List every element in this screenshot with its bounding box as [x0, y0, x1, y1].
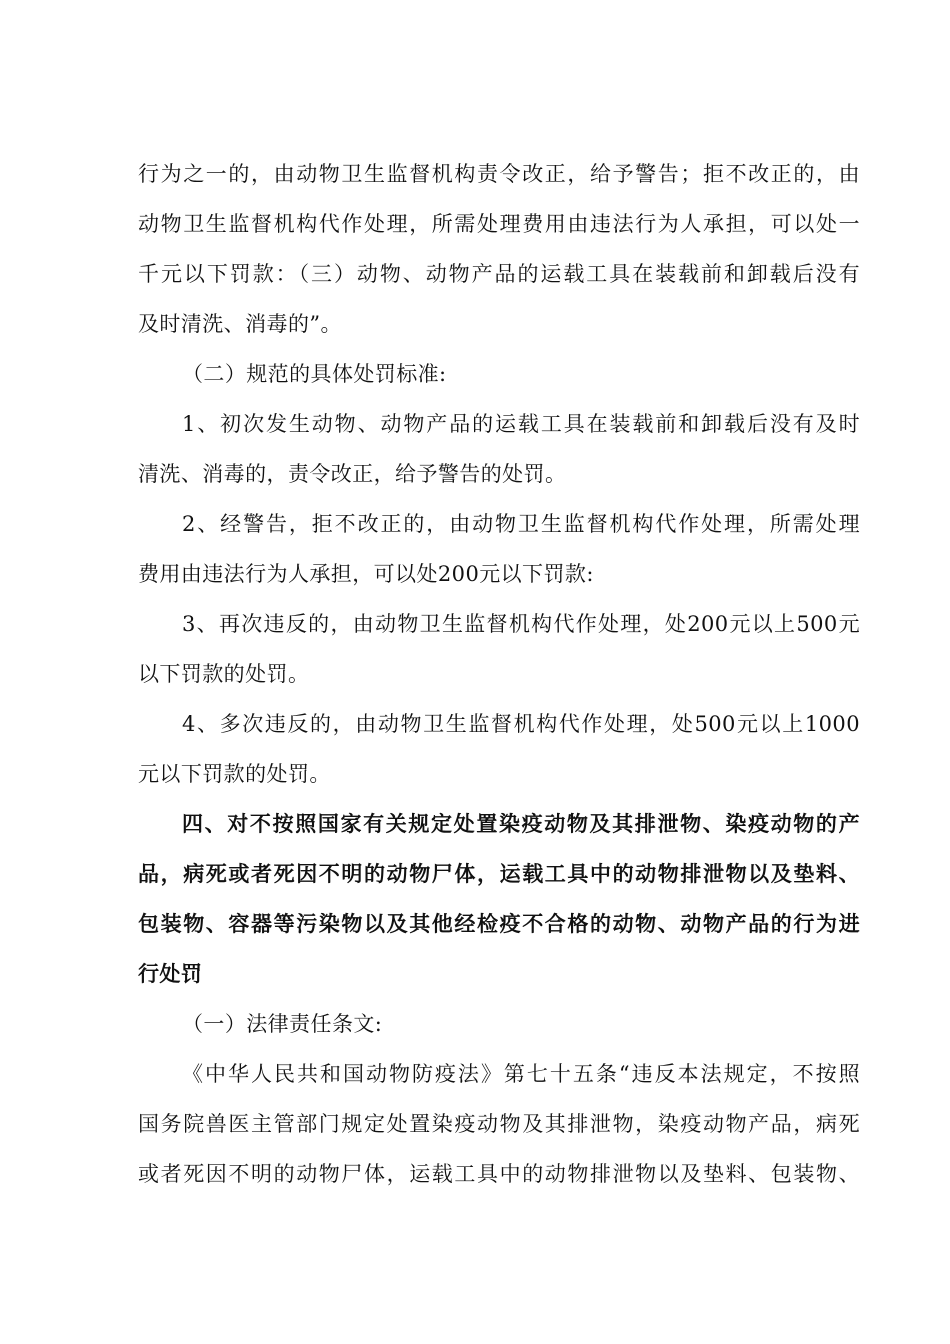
section-heading-continued: 行处罚 — [138, 961, 203, 986]
paragraph-line: 动物卫生监督机构代作处理，所需处理费用由违法行为人承担，可以处一 — [138, 212, 860, 236]
paragraph-line: 行为之一的，由动物卫生监督机构责令改正，给予警告；拒不改正的，由 — [138, 162, 860, 186]
paragraph-line: 及时清洗、消毒的”。 — [138, 312, 342, 336]
list-item-3: 3、再次违反的，由动物卫生监督机构代作处理，处200元以上500元 — [182, 612, 860, 636]
section-subheading: （一）法律责任条文: — [182, 1012, 383, 1036]
section-heading-continued: 品，病死或者死因不明的动物尸体，运载工具中的动物排泄物以及垫料、 — [138, 861, 860, 886]
section-subheading: （二）规范的具体处罚标准: — [182, 362, 447, 386]
list-item-2-continued: 费用由违法行为人承担，可以处200元以下罚款: — [138, 562, 594, 586]
law-citation-line: 国务院兽医主管部门规定处置染疫动物及其排泄物，染疫动物产品，病死 — [138, 1112, 860, 1136]
list-item-1-continued: 清洗、消毒的，责令改正，给予警告的处罚。 — [138, 462, 567, 486]
list-item-1: 1、初次发生动物、动物产品的运载工具在装载前和卸载后没有及时 — [182, 412, 860, 436]
list-item-3-continued: 以下罚款的处罚。 — [138, 662, 310, 686]
list-item-4-continued: 元以下罚款的处罚。 — [138, 762, 331, 786]
list-item-4: 4、多次违反的，由动物卫生监督机构代作处理，处500元以上1000 — [182, 712, 860, 736]
paragraph-line: 千元以下罚款：（三）动物、动物产品的运载工具在装载前和卸载后没有 — [138, 262, 860, 286]
law-citation-line: 《中华人民共和国动物防疫法》第七十五条“违反本法规定，不按照 — [182, 1062, 860, 1086]
law-citation-line: 或者死因不明的动物尸体，运载工具中的动物排泄物以及垫料、包装物、 — [138, 1162, 860, 1186]
section-heading-continued: 包装物、容器等污染物以及其他经检疫不合格的动物、动物产品的行为进 — [138, 911, 860, 936]
section-heading: 四、对不按照国家有关规定处置染疫动物及其排泄物、染疫动物的产 — [182, 811, 860, 836]
list-item-2: 2、经警告，拒不改正的，由动物卫生监督机构代作处理，所需处理 — [182, 512, 860, 536]
